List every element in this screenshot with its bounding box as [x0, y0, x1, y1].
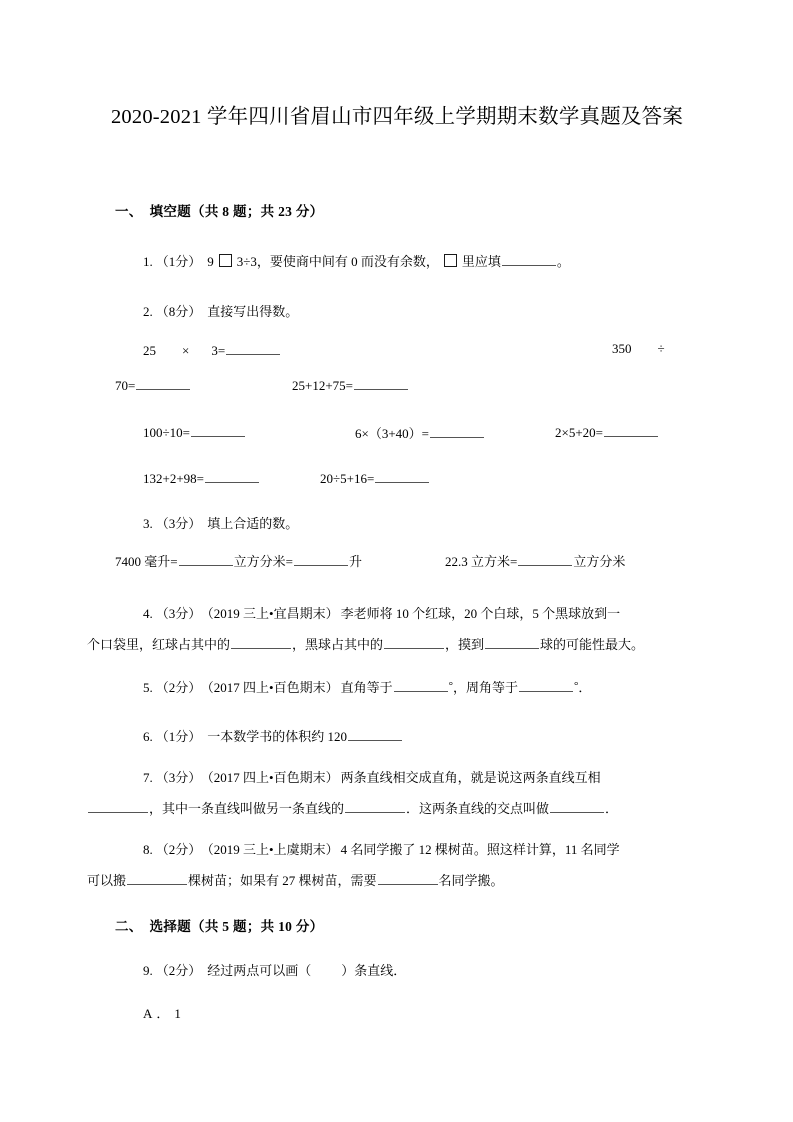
question-text: 一本数学书的体积约 120: [207, 729, 348, 744]
calc-operand: 25+12+75=: [292, 378, 353, 393]
question-1: [115, 246, 681, 277]
calc-item-3: [115, 376, 191, 394]
answer-blank[interactable]: [127, 871, 187, 885]
question-text: 填上合适的数。: [207, 516, 299, 531]
question-text: 。: [556, 254, 570, 269]
question-points: （3分）: [155, 770, 202, 785]
calc-operand: 25: [143, 343, 156, 358]
calc-item-5: [143, 423, 246, 441]
question-points: （2分）: [155, 842, 202, 857]
question-text: ，其中一条直线叫做另一条直线的: [149, 801, 345, 816]
question-text: 9: [207, 254, 214, 269]
calc-item-4: [292, 376, 409, 394]
question-text: 里应填: [461, 254, 501, 269]
question-text: ．: [578, 680, 592, 695]
answer-blank[interactable]: [136, 376, 190, 390]
question-text: 经过两点可以画（: [207, 963, 312, 978]
calc-item-1: [143, 341, 281, 359]
calc-operand: 132+2+98=: [143, 471, 204, 486]
answer-blank[interactable]: [191, 423, 245, 437]
section-meta: （共 8 题；共 23 分）: [191, 204, 324, 219]
question-number: 7.: [143, 770, 153, 785]
calc-item-7: [555, 423, 659, 441]
question-text: 4 名同学搬了 12 棵树苗。照这样计算，11 名同学: [340, 842, 620, 857]
question-points: （1分）: [155, 729, 202, 744]
calc-operator: ÷: [657, 341, 665, 356]
answer-blank[interactable]: [502, 252, 556, 266]
question-6: [115, 721, 681, 752]
calc-operand: 100÷10=: [143, 425, 190, 440]
square-box-icon: [219, 254, 232, 267]
question-source: （2017 四上•百色期末）: [207, 680, 339, 695]
question-9: [115, 955, 681, 986]
question-source: （2019 三上•宜昌期末）: [207, 606, 339, 621]
answer-blank[interactable]: [604, 423, 658, 437]
answer-blank[interactable]: [231, 635, 291, 649]
degree-icon: °: [574, 680, 579, 692]
question-text: 名同学搬。: [438, 873, 504, 888]
question-7: [115, 762, 681, 824]
answer-blank[interactable]: [354, 376, 408, 390]
question-text: ）条直线．: [341, 963, 407, 978]
question-number: 3.: [143, 516, 153, 531]
calc-item-2: [612, 341, 665, 357]
option-label: 1: [174, 1006, 181, 1021]
section-name: 填空题: [149, 204, 192, 219]
calc-item-8: [143, 469, 260, 487]
question-points: （2分）: [155, 963, 202, 978]
calc-item-9: [320, 469, 430, 487]
question-points: （3分）: [155, 606, 202, 621]
question-source: （2019 三上•上虞期末）: [207, 842, 339, 857]
answer-blank[interactable]: [394, 678, 448, 692]
calc-item-6: [355, 423, 485, 442]
answer-blank[interactable]: [378, 871, 438, 885]
question-8: [87, 834, 681, 896]
answer-blank[interactable]: [518, 552, 572, 566]
conversion-text: 立方分米: [573, 554, 626, 569]
calc-operand: 6×（3+40）=: [355, 426, 429, 441]
calc-operand: 2×5+20=: [555, 425, 603, 440]
calc-operator: ×: [182, 343, 190, 358]
question-source: （2017 四上•百色期末）: [207, 770, 339, 785]
question-points: （1分）: [155, 254, 202, 269]
conversion-text: 立方分米=: [233, 554, 293, 569]
question-points: （3分）: [155, 516, 202, 531]
question-text: ，周角等于: [453, 680, 519, 695]
answer-blank[interactable]: [88, 799, 148, 813]
section-number: 二、: [115, 919, 143, 934]
question-4: [87, 598, 681, 660]
question-text: ．: [605, 801, 619, 816]
question-text: 球的可能性最大。: [540, 637, 645, 652]
question-number: 1.: [143, 254, 153, 269]
section-header-multiple-choice: [115, 915, 323, 935]
question-text: ．这两条直线的交点叫做: [406, 801, 550, 816]
page-title: 2020-2021 学年四川省眉山市四年级上学期期末数学真题及答案: [110, 106, 684, 128]
square-box-icon: [444, 254, 457, 267]
calc-operand: 3=: [211, 343, 226, 358]
question-text: ，黑球占其中的: [292, 637, 384, 652]
answer-blank[interactable]: [205, 469, 259, 483]
question-points: （8分）: [155, 304, 202, 319]
question-2: [115, 296, 681, 327]
section-header-fill-in-blank: [115, 200, 323, 220]
conversion-text: 升: [348, 554, 362, 569]
answer-blank[interactable]: [375, 469, 429, 483]
answer-blank[interactable]: [550, 799, 604, 813]
section-name: 选择题: [149, 919, 192, 934]
calc-operand: 70=: [115, 378, 136, 393]
question-5: [115, 671, 681, 703]
answer-blank[interactable]: [485, 635, 539, 649]
question-text: 棵树苗；如果有 27 棵树苗，需要: [188, 873, 377, 888]
question-text: 直角等于: [340, 680, 393, 695]
conversion-item-2: [445, 551, 625, 570]
conversion-item-1: [115, 551, 362, 570]
question-3: [115, 508, 681, 539]
answer-blank[interactable]: [179, 552, 233, 566]
answer-blank[interactable]: [294, 552, 348, 566]
answer-blank[interactable]: [226, 341, 280, 355]
section-meta: （共 5 题；共 10 分）: [191, 919, 324, 934]
question-text: 两条直线相交成直角，就是说这两条直线互相: [340, 770, 601, 785]
option-dot: ．: [156, 1006, 170, 1021]
question-text: 直接写出得数。: [207, 304, 299, 319]
option-letter: A: [143, 1006, 153, 1021]
calc-operand: 20÷5+16=: [320, 471, 375, 486]
question-number: 5.: [143, 680, 153, 695]
question-points: （2分）: [155, 680, 202, 695]
question-number: 9.: [143, 963, 153, 978]
question-number: 6.: [143, 729, 153, 744]
section-number: 一、: [115, 204, 143, 219]
answer-blank[interactable]: [348, 727, 402, 741]
question-text: 李老师将 10 个红球，20 个白球，5 个黑球放到一: [340, 606, 621, 621]
question-number: 8.: [143, 842, 153, 857]
question-text: 3÷3，要使商中间有 0 而没有余数，: [236, 254, 439, 269]
question-text: 可以搬: [87, 873, 127, 888]
question-text: 个口袋里，红球占其中的: [87, 637, 231, 652]
degree-icon: °: [448, 680, 453, 692]
conversion-text: 22.3 立方米=: [445, 554, 518, 569]
answer-blank[interactable]: [430, 424, 484, 438]
calc-operand: 350: [612, 341, 632, 356]
conversion-text: 7400 毫升=: [115, 554, 178, 569]
answer-blank[interactable]: [384, 635, 444, 649]
answer-blank[interactable]: [519, 678, 573, 692]
question-number: 2.: [143, 304, 153, 319]
option-a[interactable]: [143, 1003, 181, 1022]
answer-blank[interactable]: [345, 799, 405, 813]
question-text: ，摸到: [445, 637, 485, 652]
question-number: 4.: [143, 606, 153, 621]
